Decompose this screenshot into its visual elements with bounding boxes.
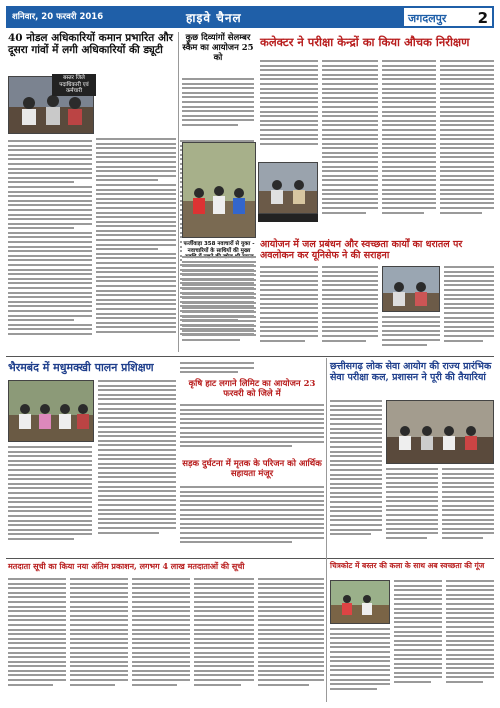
officers-text-col2 [96,138,176,352]
psc-text-col1 [330,400,382,554]
officers-text-col1 [8,140,92,352]
farmers-text [180,404,324,456]
exam-photo-caption [258,214,318,222]
city-name: जगदलपुर [408,12,447,25]
headline-training: भैरमबंद में मधुमक्खी पालन प्रशिक्षण [8,361,154,374]
headline-farmers: कृषि हाट लगाने लिमिट का आयोजन 23 फरवरी को जिले में [188,379,316,399]
mela-text-col2 [394,580,442,702]
exam-text-col1 [260,60,318,158]
headline-voters: मतदाता सूची का किया नया अंतिम प्रकाशन, लगभग 4 लाख मतदाताओं की सूची [8,561,245,571]
headline-exam: कलेक्टर ने परीक्षा केन्द्रों का किया औचक निरीक्षण [260,35,470,49]
exam-hall-photo-graphic [259,163,318,214]
exam-photo [258,162,318,214]
issue-date: शनिवार, 20 फरवरी 2016 [12,12,104,22]
city-page-box [402,6,494,28]
unicef-centre-text [182,256,256,352]
nature-text-col3 [382,316,440,352]
headline-officers: 40 नोडल अधिकारियों कमान प्रभारित और दूसरा गांवों में लगी अधिकारियों की ड्यूटी [8,32,173,57]
scam-text [182,78,254,136]
headline-nature: आयोजन में जल प्रबंधन और स्वच्छता कार्यों का धरातल पर अवलोकन कर यूनिसेफ ने की सराहना [260,239,463,261]
mela-text-col3 [446,580,494,702]
exam-text-col3 [382,60,436,236]
psc-text-col3 [442,468,494,554]
mela-text-col1 [330,628,390,702]
meeting-hall-photo-graphic [387,401,494,464]
school-children-photo-graphic [183,143,256,238]
training-text-col1 [8,446,92,554]
training-text-col3 [180,362,254,378]
voters-text-col5 [258,578,324,702]
unicef-photo-caption: फर्जीवाड़ा 358 नवाचारों से युक्त - नवाचारियों के साथियों की मुख्य [182,240,256,262]
voters-text-col2 [70,578,128,702]
nature-text-col1 [260,266,318,352]
nature-text-col2 [322,266,378,352]
road-text [180,486,324,554]
headline-scam: कुछ दिव्यांगों सेलम्बर स्कैम का आयोजन 25 को [182,33,254,63]
training-text-col2 [98,380,176,554]
headline-road: सड़क दुर्घटना में मृतक के परिजन को आर्थिक सहायता मंजूर [182,459,322,479]
headline-psc: छत्तीसगढ़ लोक सेवा आयोग की राज्य प्रारंभिक सेवा परीक्षा कल, प्रशासन ने पूरी की तैयारियां [330,361,492,383]
voters-text-col3 [132,578,190,702]
voters-text-col1 [8,578,66,702]
officers-photo-caption: बस्तर जिले पदाधिकारी एवं कर्मचारी [52,74,96,96]
section-title: हाइवे चैनल [186,11,242,25]
beekeeping-photo-graphic [9,381,94,442]
voters-text-col4 [194,578,254,702]
psc-text-col2 [386,468,438,554]
exam-text-col4 [440,60,494,236]
fair-photo-graphic [331,581,390,624]
page-number: 2 [477,9,488,27]
psc-photo [386,400,494,464]
headline-mela: चित्रकोट में बस्तर की कला के साथ अब स्वच्छता की गूंज [330,561,485,570]
unicef-school-visit-photo [382,266,440,312]
exam-text-col2 [322,60,378,236]
masthead-bar [6,6,494,28]
training-photo [8,380,94,442]
visit-photo-graphic [383,267,440,312]
unicef-large-photo [182,142,256,238]
mela-photo [330,580,390,624]
nature-text-col4 [444,266,494,352]
